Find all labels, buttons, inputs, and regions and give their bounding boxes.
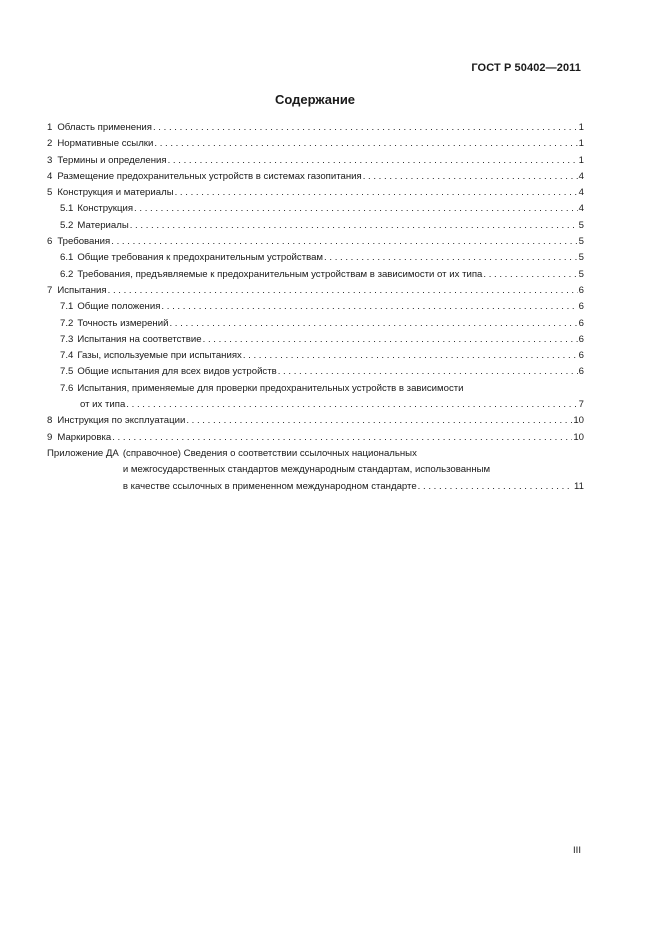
toc-entry[interactable]	[47, 169, 584, 185]
toc-entry-page: 5	[578, 252, 584, 264]
toc-entry-text: Общие требования к предохранительным устройствам	[77, 252, 324, 264]
toc-entry-page: 6	[578, 317, 584, 329]
toc-entry-number: 6.1	[60, 252, 74, 264]
table-of-contents	[47, 120, 584, 495]
toc-leader-dots	[168, 153, 578, 169]
toc-entry-7-6[interactable]	[47, 381, 584, 414]
toc-leader-dots	[324, 250, 578, 266]
toc-entry-number: 8	[47, 415, 53, 427]
toc-entry-page: 1	[578, 138, 584, 150]
toc-leader-dots	[153, 120, 578, 136]
toc-entry-text-cont: от их типа	[80, 399, 126, 411]
toc-leader-dots	[363, 169, 578, 185]
toc-entry-page: 4	[578, 187, 584, 199]
toc-leader-dots	[161, 299, 577, 315]
toc-entry-text: Точность измерений	[77, 317, 169, 329]
toc-entry-page: 5	[578, 236, 584, 248]
toc-entry-page: 7	[578, 399, 584, 411]
appendix-label: Приложение ДА	[47, 447, 119, 459]
toc-leader-dots	[134, 201, 578, 217]
toc-entry-page: 5	[578, 268, 584, 280]
toc-leader-dots	[483, 267, 577, 283]
toc-leader-dots	[278, 364, 578, 380]
toc-entry[interactable]	[47, 316, 584, 332]
toc-entry-text: Требования, предъявляемые к предохранительным устройствам в зависимости от их типа	[77, 268, 483, 280]
toc-entry-page: 1	[578, 122, 584, 133]
toc-entry-page: 1	[578, 154, 584, 166]
toc-entry-page: 6	[578, 333, 584, 345]
toc-entry-number: 5.2	[60, 219, 74, 231]
toc-entry-8[interactable]	[47, 413, 584, 429]
toc-entry-number: 5	[47, 187, 53, 199]
toc-entry-number: 7.3	[60, 333, 74, 345]
toc-entry[interactable]	[47, 185, 584, 201]
toc-entry-number: 7.4	[60, 350, 74, 362]
toc-entry[interactable]	[47, 267, 584, 283]
toc-entry[interactable]	[47, 250, 584, 266]
toc-leader-dots	[418, 479, 573, 495]
toc-entry-number: 7.1	[60, 301, 74, 313]
toc-leader-dots	[130, 218, 578, 234]
toc-entry-text: Испытания, применяемые для проверки предохранительных устройств в зависимости	[77, 382, 464, 394]
toc-leader-dots	[169, 316, 577, 332]
toc-entry-page: 5	[578, 219, 584, 231]
toc-entry-text: Общие положения	[77, 301, 161, 313]
toc-entry-text: Область применения	[57, 122, 152, 133]
toc-entry-text: Маркировка	[57, 431, 112, 443]
page-number: III	[573, 845, 581, 856]
toc-entry-number: 7.6	[60, 382, 74, 394]
toc-leader-dots	[108, 283, 578, 299]
toc-entry[interactable]	[47, 201, 584, 217]
toc-entry-text: Конструкция и материалы	[57, 187, 174, 199]
toc-entry-number: 7	[47, 284, 53, 296]
toc-entry-number: 9	[47, 431, 53, 443]
toc-entry-number: 7.2	[60, 317, 74, 329]
toc-entry-text: Инструкция по эксплуатации	[57, 415, 186, 427]
toc-leader-dots	[126, 397, 577, 413]
toc-entry-text: Конструкция	[77, 203, 134, 215]
toc-entry[interactable]	[47, 234, 584, 250]
toc-title: Содержание	[274, 92, 356, 107]
toc-entry-number: 6.2	[60, 268, 74, 280]
toc-entry-text: Размещение предохранительных устройств в системах газопитания	[57, 170, 362, 182]
toc-entry-number: 4	[47, 170, 53, 182]
toc-entry[interactable]	[47, 153, 584, 169]
toc-leader-dots	[111, 234, 577, 250]
appendix-line-2: и межгосударственных стандартов международным стандартам, использованным	[122, 464, 491, 476]
toc-entry-9[interactable]	[47, 430, 584, 446]
toc-leader-dots	[243, 348, 578, 364]
toc-entry-page: 4	[578, 170, 584, 182]
toc-entry-page: 6	[578, 350, 584, 362]
toc-leader-dots	[154, 136, 577, 152]
toc-leader-dots	[175, 185, 578, 201]
toc-entry-page: 6	[578, 284, 584, 296]
toc-entry-number: 5.1	[60, 203, 74, 215]
toc-entry-number: 3	[47, 154, 53, 166]
toc-leader-dots	[112, 430, 572, 446]
toc-entry-number: 6	[47, 236, 53, 248]
toc-entry-page: 11	[574, 480, 584, 492]
toc-entry-number: 2	[47, 138, 53, 150]
toc-entry[interactable]	[47, 364, 584, 380]
toc-entry-page: 10	[573, 431, 584, 443]
toc-entry[interactable]	[47, 136, 584, 152]
toc-entry-appendix[interactable]	[47, 446, 584, 495]
toc-entry-number: 1	[47, 122, 53, 133]
toc-entry-text: Термины и определения	[57, 154, 167, 166]
toc-entry-text: Нормативные ссылки	[57, 138, 154, 150]
toc-entry-page: 6	[578, 301, 584, 313]
toc-leader-dots	[186, 413, 572, 429]
toc-entry-text: Испытания на соответствие	[77, 333, 202, 345]
document-code: ГОСТ Р 50402—2011	[471, 62, 581, 74]
toc-entry[interactable]	[47, 120, 584, 136]
toc-entry[interactable]	[47, 218, 584, 234]
toc-entry[interactable]	[47, 299, 584, 315]
appendix-line-3: в качестве ссылочных в примененном международном стандарте	[122, 480, 417, 492]
toc-leader-dots	[203, 332, 578, 348]
toc-rows	[47, 120, 584, 381]
appendix-line-1: (справочное) Сведения о соответствии ссылочных национальных	[122, 447, 417, 459]
toc-entry-page: 4	[578, 203, 584, 215]
toc-entry-page: 10	[573, 415, 584, 427]
toc-entry-text: Требования	[57, 236, 111, 248]
toc-entry-text: Испытания	[57, 284, 107, 296]
toc-entry[interactable]	[47, 332, 584, 348]
toc-entry-page: 6	[578, 366, 584, 378]
toc-entry-text: Газы, используемые при испытаниях	[77, 350, 242, 362]
toc-entry-number: 7.5	[60, 366, 74, 378]
toc-entry[interactable]	[47, 348, 584, 364]
toc-entry-text: Общие испытания для всех видов устройств	[77, 366, 277, 378]
toc-entry[interactable]	[47, 283, 584, 299]
toc-entry-text: Материалы	[77, 219, 129, 231]
